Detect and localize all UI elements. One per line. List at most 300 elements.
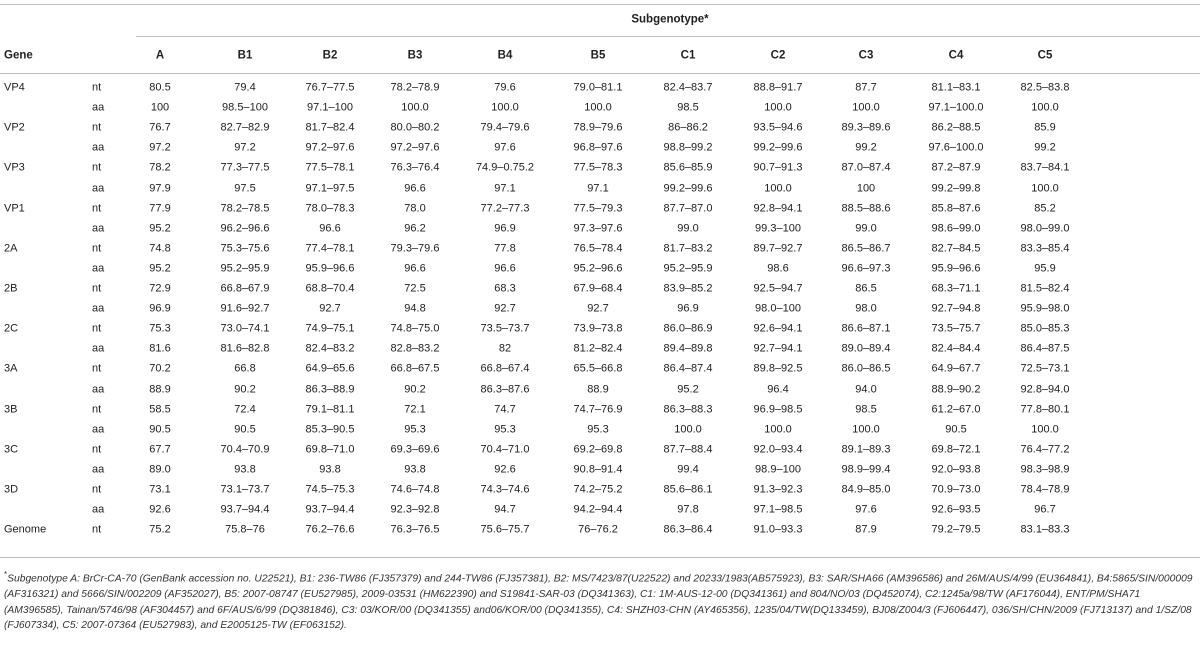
identity-cell: 70.4–70.9 [220,443,270,456]
identity-cell: 86.5 [855,282,877,295]
identity-cell: 86.2–88.5 [931,121,981,134]
identity-cell: 97.5 [234,182,256,194]
identity-cell: 73.5–73.7 [480,322,530,335]
column-header: B5 [590,49,606,62]
top-rule [0,4,1200,5]
identity-cell: 99.2 [855,141,877,154]
identity-cell: 97.1–100 [307,101,353,114]
identity-cell: 100.0 [584,101,612,114]
column-header: C2 [770,49,786,62]
sequence-type: aa [92,222,105,235]
identity-cell: 79.6 [494,81,516,94]
identity-cell: 100.0 [764,182,792,194]
identity-cell: 70.4–71.0 [480,443,530,456]
identity-cell: 73.1 [149,483,171,496]
identity-cell: 97.1–97.5 [305,182,355,194]
identity-cell: 89.1–89.3 [841,443,891,456]
identity-cell: 98.5 [677,101,699,114]
identity-cell: 100.0 [852,423,880,436]
identity-cell: 99.0 [677,222,699,235]
identity-cell: 82.7–82.9 [220,121,270,134]
identity-cell: 85.9 [1034,121,1056,134]
identity-cell: 99.0 [855,222,877,235]
identity-cell: 89.4–89.8 [663,342,713,355]
identity-cell: 87.9 [855,523,877,536]
identity-cell: 75.8–76 [225,523,265,536]
identity-cell: 65.5–66.8 [573,362,623,375]
identity-cell: 92.5–94.7 [753,282,803,295]
identity-cell: 98.6–99.0 [931,222,981,235]
identity-cell: 100.0 [852,101,880,114]
identity-cell: 73.1–73.7 [220,483,270,496]
identity-cell: 96.6–97.3 [841,262,891,275]
identity-cell: 88.9 [149,383,171,395]
identity-cell: 79.1–81.1 [305,403,355,416]
identity-cell: 92.8–94.1 [753,202,803,215]
identity-cell: 97.1–98.5 [753,503,803,516]
identity-cell: 99.3–100 [755,222,801,235]
sequence-type: aa [92,262,105,275]
identity-cell: 91.3–92.3 [753,483,803,496]
identity-cell: 96.8–97.6 [573,141,623,154]
identity-cell: 85.6–85.9 [663,161,713,174]
identity-cell: 84.9–85.0 [841,483,891,496]
identity-cell: 92.6–94.1 [753,322,803,335]
identity-cell: 78.9–79.6 [573,121,623,134]
identity-cell: 95.3 [494,423,516,436]
identity-cell: 81.6–82.8 [220,342,270,355]
identity-cell: 90.2 [234,383,256,395]
sequence-type: nt [92,362,102,375]
identity-cell: 96.9 [677,302,699,315]
identity-cell: 94.2–94.4 [573,503,623,516]
column-header: B4 [497,49,513,62]
identity-cell: 91.0–93.3 [753,523,803,536]
gene-label: VP3 [4,161,25,174]
sequence-type: aa [92,101,105,114]
identity-cell: 93.5–94.6 [753,121,803,134]
identity-cell: 77.3–77.5 [220,161,270,174]
identity-cell: 93.7–94.4 [305,503,355,516]
identity-cell: 81.7–83.2 [663,242,713,255]
identity-cell: 61.2–67.0 [931,403,981,416]
identity-cell: 69.2–69.8 [573,443,623,456]
identity-cell: 82.5–83.8 [1020,81,1070,94]
identity-cell: 85.0–85.3 [1020,322,1070,335]
identity-cell: 92.7–94.1 [753,342,803,355]
identity-cell: 90.2 [404,383,426,395]
identity-cell: 96.9–98.5 [753,403,803,416]
identity-cell: 98.3–98.9 [1020,463,1070,476]
identity-cell: 100.0 [674,423,702,436]
column-header: B2 [322,49,338,62]
sequence-type: nt [92,322,102,335]
identity-cell: 100.0 [764,423,792,436]
identity-cell: 95.3 [404,423,426,436]
identity-cell: 96.2–96.6 [220,222,270,235]
sequence-type: aa [92,302,105,315]
identity-cell: 74.8 [149,242,171,255]
identity-cell: 79.3–79.6 [390,242,440,255]
identity-cell: 93.7–94.4 [220,503,270,516]
identity-cell: 97.1 [587,182,609,194]
gene-label: 2C [4,322,19,335]
identity-cell: 72.5 [404,282,426,295]
identity-cell: 87.7 [855,81,877,94]
gene-label: VP4 [4,81,25,94]
identity-cell: 97.1 [494,182,516,194]
identity-cell: 76.7 [149,121,171,134]
identity-cell: 99.4 [677,463,699,476]
identity-cell: 76.7–77.5 [305,81,355,94]
identity-cell: 74.7–76.9 [573,403,623,416]
identity-cell: 85.3–90.5 [305,423,355,436]
identity-cell: 83.9–85.2 [663,282,713,295]
identity-cell: 92.7–94.8 [931,302,981,315]
identity-cell: 70.9–73.0 [931,483,981,496]
identity-cell: 98.8–99.2 [663,141,713,154]
identity-cell: 72.4 [234,403,256,416]
identity-cell: 97.2 [149,141,171,154]
identity-cell: 73.5–75.7 [931,322,981,335]
column-header: C1 [680,49,696,62]
gene-header: Gene [4,49,33,62]
identity-cell: 89.3–89.6 [841,121,891,134]
identity-cell: 98.0 [855,302,877,315]
identity-cell: 89.0–89.4 [841,342,891,355]
gene-label: 2A [4,242,18,255]
identity-cell: 66.8–67.9 [220,282,270,295]
identity-cell: 99.2–99.6 [663,182,713,194]
identity-cell: 90.5 [149,423,171,436]
identity-cell: 97.3–97.6 [573,222,623,235]
identity-cell: 72.5–73.1 [1020,362,1070,375]
identity-cell: 85.6–86.1 [663,483,713,496]
identity-cell: 80.0–80.2 [390,121,440,134]
identity-cell: 95.2–95.9 [220,262,270,275]
identity-cell: 92.6 [494,463,516,476]
identity-cell: 86.0–86.9 [663,322,713,335]
identity-cell: 98.5 [855,403,877,416]
identity-cell: 64.9–67.7 [931,362,981,375]
identity-cell: 94.8 [404,302,426,315]
identity-cell: 74.7 [494,403,516,416]
identity-cell: 90.7–91.3 [753,161,803,174]
sequence-type: nt [92,403,102,416]
identity-cell: 81.6 [149,342,171,355]
identity-cell: 76.3–76.5 [390,523,440,536]
identity-cell: 87.7–87.0 [663,202,713,215]
identity-cell: 92.8–94.0 [1020,383,1070,395]
identity-cell: 100.0 [491,101,519,114]
identity-cell: 94.0 [855,383,877,395]
identity-cell: 85.2 [1034,202,1056,215]
identity-cell: 100.0 [1031,423,1059,436]
identity-cell: 100.0 [401,101,429,114]
identity-cell: 75.3 [149,322,171,335]
identity-cell: 86.3–88.3 [663,403,713,416]
identity-cell: 73.0–74.1 [220,322,270,335]
identity-cell: 95.2–95.9 [663,262,713,275]
identity-cell: 76.5–78.4 [573,242,623,255]
identity-cell: 90.8–91.4 [573,463,623,476]
identity-cell: 92.7 [494,302,516,315]
identity-cell: 97.9 [149,182,171,194]
column-header: A [155,49,165,62]
identity-cell: 79.4–79.6 [480,121,530,134]
identity-cell: 97.6 [855,503,877,516]
sequence-type: nt [92,523,102,536]
identity-cell: 97.6 [494,141,516,154]
identity-cell: 99.2–99.8 [931,182,981,194]
identity-cell: 79.0–81.1 [573,81,623,94]
identity-cell: 73.9–73.8 [573,322,623,335]
sequence-type: aa [92,503,105,516]
identity-cell: 80.5 [149,81,171,94]
identity-cell: 72.9 [149,282,171,295]
footnote [4,567,1196,634]
identity-cell: 76.2–76.6 [305,523,355,536]
gene-label: VP1 [4,202,25,215]
identity-cell: 68.3 [494,282,516,295]
identity-cell: 89.7–92.7 [753,242,803,255]
identity-cell: 100.0 [1031,182,1059,194]
identity-cell: 78.0–78.3 [305,202,355,215]
identity-cell: 69.8–71.0 [305,443,355,456]
column-header: C3 [858,49,874,62]
identity-cell: 92.7 [319,302,341,315]
subgenotype-rule [136,36,1200,37]
identity-cell: 98.6 [767,262,789,275]
identity-cell: 95.2–96.6 [573,262,623,275]
identity-cell: 79.4 [234,81,256,94]
identity-cell: 97.8 [677,503,699,516]
identity-cell: 99.2 [1034,141,1056,154]
identity-cell: 96.2 [404,222,426,235]
identity-cell: 97.2–97.6 [305,141,355,154]
identity-cell: 66.8–67.4 [480,362,530,375]
column-header: B3 [407,49,423,62]
gene-label: 3A [4,362,18,375]
identity-cell: 87.7–88.4 [663,443,713,456]
identity-cell: 95.2 [149,262,171,275]
sequence-type: nt [92,483,102,496]
subgenotype-header: Subgenotype* [631,13,709,26]
identity-cell: 86.6–87.1 [841,322,891,335]
identity-cell: 74.9–75.1 [305,322,355,335]
identity-cell: 86.0–86.5 [841,362,891,375]
identity-cell: 97.2 [234,141,256,154]
identity-cell: 81.1–83.1 [931,81,981,94]
sequence-type: nt [92,81,102,94]
identity-cell: 77.5–78.1 [305,161,355,174]
identity-cell: 98.0–99.0 [1020,222,1070,235]
column-header: B1 [237,49,253,62]
identity-cell: 82.8–83.2 [390,342,440,355]
sequence-type: aa [92,383,105,395]
identity-cell: 95.2 [149,222,171,235]
identity-cell: 82.4–83.2 [305,342,355,355]
sequence-type: aa [92,342,105,355]
identity-cell: 74.2–75.2 [573,483,623,496]
sequence-type: aa [92,182,105,194]
identity-cell: 88.9–90.2 [931,383,981,395]
identity-cell: 77.5–78.3 [573,161,623,174]
identity-cell: 97.1–100.0 [928,101,984,114]
identity-cell: 82 [498,342,512,355]
identity-cell: 97.2–97.6 [390,141,440,154]
identity-cell: 77.5–79.3 [573,202,623,215]
identity-cell: 95.9 [1034,262,1056,275]
identity-cell: 76.3–76.4 [390,161,440,174]
identity-cell: 86–86.2 [668,121,708,134]
gene-label: 3B [4,403,18,416]
identity-cell: 91.6–92.7 [220,302,270,315]
gene-label: 3C [4,443,19,456]
identity-cell: 67.7 [149,443,171,456]
identity-cell: 95.3 [587,423,609,436]
identity-cell: 75.6–75.7 [480,523,530,536]
identity-cell: 66.8–67.5 [390,362,440,375]
identity-cell: 82.4–83.7 [663,81,713,94]
identity-cell: 86.3–87.6 [480,383,530,395]
identity-cell: 77.9 [149,202,171,215]
identity-cell: 98.9–99.4 [841,463,891,476]
identity-cell: 82.7–84.5 [931,242,981,255]
identity-cell: 100 [856,182,876,194]
identity-cell: 98.9–100 [755,463,801,476]
identity-cell: 83.1–83.3 [1020,523,1070,536]
column-header: C5 [1037,49,1053,62]
identity-cell: 86.4–87.5 [1020,342,1070,355]
identity-cell: 86.5–86.7 [841,242,891,255]
identity-cell: 87.2–87.9 [931,161,981,174]
identity-cell: 92.6 [149,503,171,516]
identity-cell: 78.2–78.5 [220,202,270,215]
identity-cell: 96.9 [149,302,171,315]
identity-cell: 92.3–92.8 [390,503,440,516]
identity-cell: 69.8–72.1 [931,443,981,456]
identity-cell: 95.2 [677,383,699,395]
identity-cell: 93.8 [319,463,341,476]
identity-cell: 96.6 [404,262,426,275]
header-rule [0,73,1200,74]
identity-cell: 69.3–69.6 [390,443,440,456]
identity-cell: 75.2 [149,523,171,536]
identity-cell: 74.9–0.75.2 [475,161,535,174]
identity-cell: 78.0 [404,202,426,215]
sequence-type: nt [92,161,102,174]
sequence-type: aa [92,141,105,154]
column-header: C4 [948,49,964,62]
identity-cell: 86.4–87.4 [663,362,713,375]
identity-cell: 92.6–93.5 [931,503,981,516]
identity-cell: 100.0 [1031,101,1059,114]
identity-cell: 81.2–82.4 [573,342,623,355]
identity-cell: 88.8–91.7 [753,81,803,94]
identity-cell: 96.7 [1034,503,1056,516]
footnote-marker: * [4,570,8,579]
identity-cell: 75.3–75.6 [220,242,270,255]
sequence-type: aa [92,423,105,436]
identity-cell: 77.2–77.3 [480,202,530,215]
identity-cell: 58.5 [149,403,171,416]
identity-cell: 94.7 [494,503,516,516]
identity-cell: 92.7 [587,302,609,315]
identity-cell: 96.6 [404,182,426,194]
gene-label: Genome [4,523,47,536]
identity-cell: 86.3–86.4 [663,523,713,536]
identity-cell: 74.8–75.0 [390,322,440,335]
gene-label: VP2 [4,121,25,134]
identity-cell: 83.3–85.4 [1020,242,1070,255]
identity-cell: 81.7–82.4 [305,121,355,134]
identity-cell: 92.0–93.8 [931,463,981,476]
identity-cell: 95.9–96.6 [305,262,355,275]
gene-label: 2B [4,282,18,295]
identity-cell: 98.0–100 [755,302,801,315]
identity-cell: 93.8 [404,463,426,476]
identity-cell: 100 [150,101,170,114]
identity-cell: 83.7–84.1 [1020,161,1070,174]
identity-cell: 96.6 [494,262,516,275]
identity-cell: 90.5 [945,423,967,436]
sequence-type: nt [92,242,102,255]
identity-cell: 66.8 [234,362,256,375]
sequence-type: nt [92,202,102,215]
identity-cell: 96.6 [319,222,341,235]
sequence-type: nt [92,121,102,134]
identity-cell: 96.4 [767,383,789,395]
identity-cell: 85.8–87.6 [931,202,981,215]
footnote-text: Subgenotype A: BrCr-CA-70 (GenBank accession no. U22521), B1: 236-TW86 (FJ357379) and 244-TW86 (FJ357381), B2: MS/7423/87(U22522) and 20233/1983(AB575923), B3: SAR/SHA66 (AM396586) and 26M/AUS/4/99 (EU364841), B4:5865/SIN/000009 (AF316321) and 5666/SIN/002209 (AF352027), B5: 2007-08747 (EU527985), 2009-03531 (HM622390) and S19841-SAR-03 (DQ341363), C1: 1M-AUS-12-00 (DQ341361) and 804/NO/03 (DQ452074), C2:1245a/98/TW (AF176044), ENT/PM/SHA71 (AM396585), Tainan/5746/98 (AF304457) and 6F/AUS/6/99 (DQ381846), C3: 03/KOR/00 (DQ341355) and06/KOR/00 (DQ341355), C4: SHZH03-CHN (AY465356), 1235/04/TW(DQ133459), BJ08/Z004/3 (FJ606447), 036/SH/CHN/2009 (FJ713137) and 1/SZ/08 (FJ607334), C5: 2007-07364 (EU527983), and E2005125-TW (EF063152). [4,573,1193,632]
identity-cell: 77.8–80.1 [1020,403,1070,416]
identity-cell: 77.8 [494,242,516,255]
identity-cell: 93.8 [234,463,256,476]
identity-cell: 89.8–92.5 [753,362,803,375]
identity-cell: 97.6–100.0 [928,141,984,154]
identity-cell: 76.4–77.2 [1020,443,1070,456]
gene-label: 3D [4,483,19,496]
identity-cell: 90.5 [234,423,256,436]
identity-cell: 82.4–84.4 [931,342,981,355]
sequence-type: nt [92,443,102,456]
identity-cell: 64.9–65.6 [305,362,355,375]
sequence-type: aa [92,463,105,476]
identity-cell: 87.0–87.4 [841,161,891,174]
bottom-rule [0,557,1200,558]
identity-cell: 95.9–96.6 [931,262,981,275]
identity-cell: 88.5–88.6 [841,202,891,215]
identity-cell: 74.3–74.6 [480,483,530,496]
identity-cell: 74.6–74.8 [390,483,440,496]
sequence-type: nt [92,282,102,295]
identity-cell: 100.0 [764,101,792,114]
identity-cell: 74.5–75.3 [305,483,355,496]
identity-cell: 92.0–93.4 [753,443,803,456]
identity-cell: 96.9 [494,222,516,235]
identity-cell: 89.0 [149,463,171,476]
identity-cell: 76–76.2 [578,523,618,536]
identity-cell: 70.2 [149,362,171,375]
identity-cell: 72.1 [404,403,426,416]
identity-cell: 99.2–99.6 [753,141,803,154]
identity-cell: 78.2–78.9 [390,81,440,94]
identity-cell: 78.4–78.9 [1020,483,1070,496]
identity-cell: 68.3–71.1 [931,282,981,295]
identity-cell: 81.5–82.4 [1020,282,1070,295]
identity-cell: 95.9–98.0 [1020,302,1070,315]
